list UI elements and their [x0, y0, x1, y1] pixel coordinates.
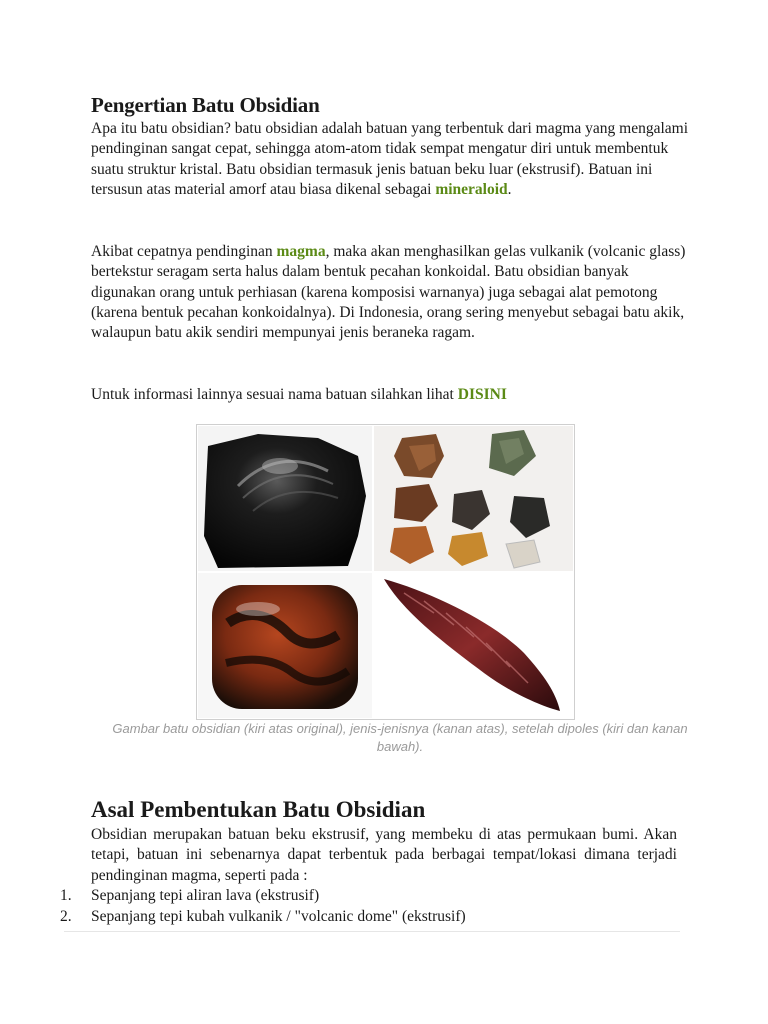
- obsidian-varieties-image: [374, 426, 573, 571]
- section-title-asal: Asal Pembentukan Batu Obsidian: [91, 797, 426, 822]
- link-mineraloid[interactable]: mineraloid: [435, 180, 508, 198]
- paragraph-formation: Obsidian merupakan batuan beku ekstrusif, yang membeku di atas permukaan bumi. Akan tetapi, batuan ini sebenarnya dapat terbentuk pada berbagai tempat/lokasi dimana terjadi pendinginan magma, seperti pada :: [91, 826, 677, 884]
- link-magma[interactable]: magma: [276, 243, 326, 260]
- paragraph-more-info: Untuk informasi lainnya sesuai nama batuan silahkan lihat DISINI: [91, 386, 507, 403]
- paragraph-cooling: Akibat cepatnya pendinginan magma, maka akan menghasilkan gelas vulkanik (volcanic glass) bertekstur seragam serta halus dalam bentuk pecahan konkoidal. Batu obsidian banyak digunakan orang untuk perhiasan (karena komposisi warnanya) juga sebagai alat pemotong (karena bentuk pecahan konkoidalnya). Di Indonesia, orang sering menyebut sebagai batu akik, walaupun batu akik sendiri mempunyai jenis beraneka ragam.: [91, 243, 686, 342]
- formation-list: [60, 885, 680, 927]
- list-item: 2. Sepanjang tepi kubah vulkanik / "volcanic dome" (ekstrusif): [60, 908, 466, 925]
- polished-cabochon-image: [198, 573, 372, 718]
- link-disini[interactable]: DISINI: [457, 386, 507, 403]
- divider: [64, 931, 680, 932]
- paragraph-definition: Apa itu batu obsidian? batu obsidian adalah batuan yang terbentuk dari magma yang mengalami pendinginan sangat cepat, sehingga atom-atom tidak sempat mengatur diri untuk membentuk suatu struktur kristal. Batu obsidian termasuk jenis batuan beku luar (ekstrusif). Batuan ini tersusun atas material amorf atau biasa dikenal sebagai mineraloid.: [91, 120, 688, 198]
- paragraph-definition-text: Apa itu batu obsidian? batu obsidian adalah batuan yang terbentuk dari magma yang mengalami pendinginan sangat cepat, sehingga atom-atom tidak sempat mengatur diri untuk membentuk suatu struktur kristal. Batu obsidian termasuk jenis batuan beku luar (ekstrusif). Batuan ini tersusun atas material amorf atau biasa dikenal sebagai: [91, 120, 688, 198]
- raw-obsidian-image: [198, 426, 372, 571]
- obsidian-figure: [196, 424, 575, 720]
- figure-caption: Gambar batu obsidian (kiri atas original), jenis-jenisnya (kanan atas), setelah dipoles (kiri dan kanan bawah).: [112, 721, 688, 754]
- section-title-pengertian: Pengertian Batu Obsidian: [91, 93, 320, 117]
- obsidian-blade-image: [374, 573, 573, 718]
- list-item: 1. Sepanjang tepi aliran lava (ekstrusif): [60, 887, 320, 904]
- paragraph-cooling-text: , maka akan menghasilkan gelas vulkanik (volcanic glass) bertekstur seragam serta halus dalam bentuk pecahan konkoidal. Batu obsidian banyak digunakan orang untuk perhiasan (karena komposisi warnanya) juga sebagai alat pemotong (karena bentuk pecahan konkoidalnya). Di Indonesia, orang sering menyebut sebagai batu akik, walaupun batu akik sendiri mempunyai jenis beraneka ragam.: [91, 243, 686, 342]
